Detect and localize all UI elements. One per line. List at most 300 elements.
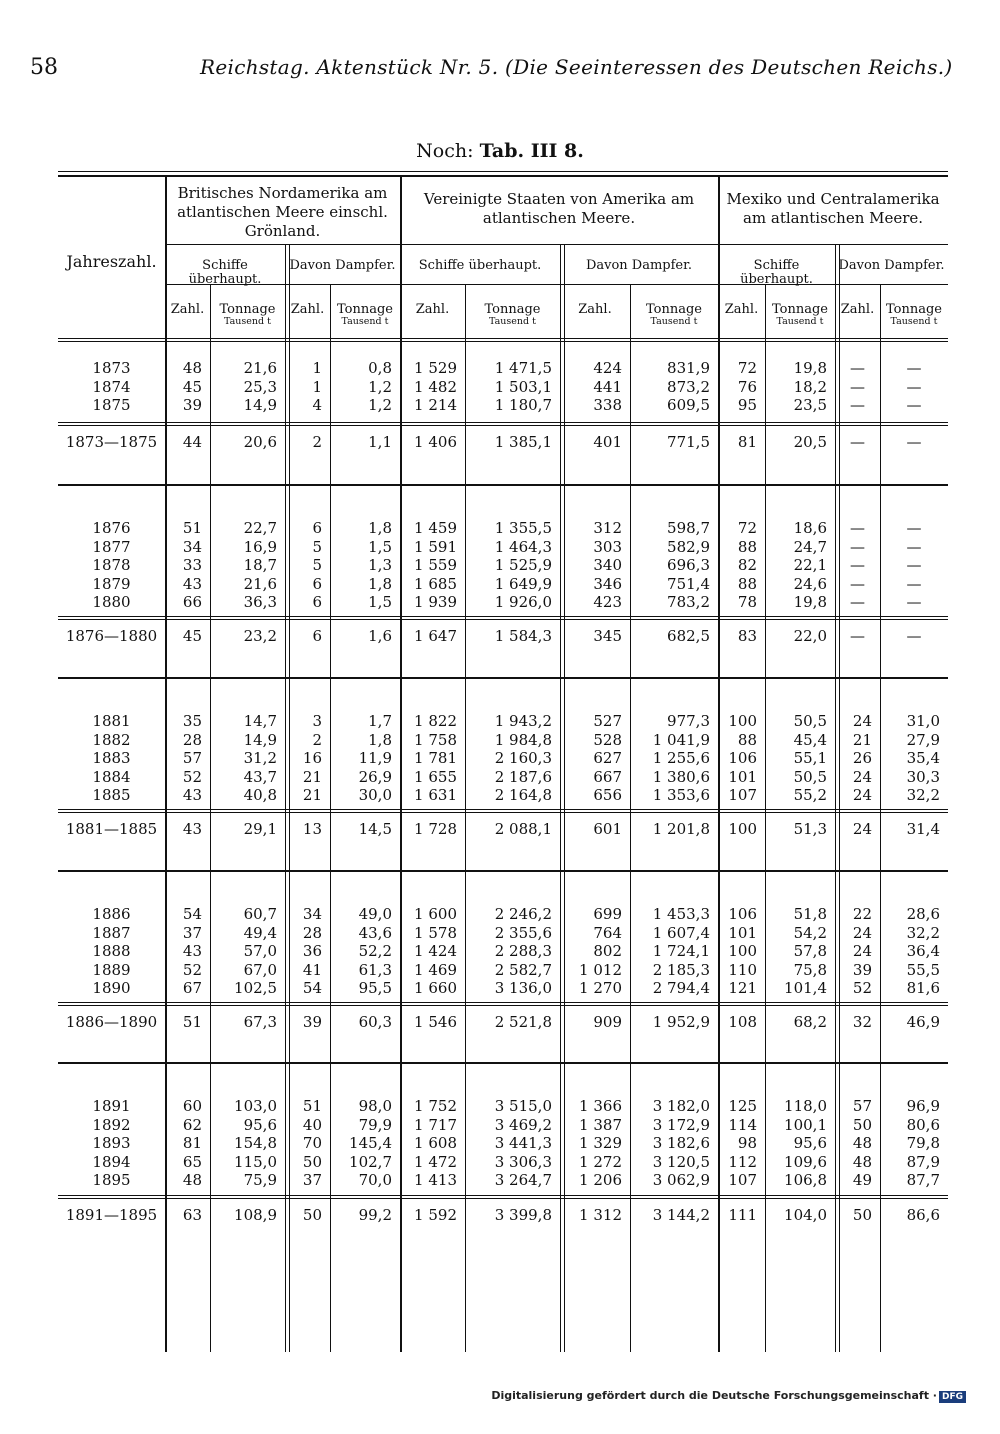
dfg-logo: DFG <box>939 1391 966 1403</box>
count-cell: 50 <box>302 1152 322 1171</box>
count-cell: 1 822 <box>414 712 457 730</box>
count-cell: 6 <box>312 593 322 611</box>
block-separator <box>58 484 948 486</box>
count-cell: 100 <box>728 942 757 960</box>
count-cell: 39 <box>302 1013 322 1031</box>
year-label: 1882 <box>92 730 131 749</box>
count-cell: 34 <box>182 537 202 556</box>
tonnage-cell: 67,3 <box>243 1013 277 1031</box>
count-cell: 51 <box>182 519 202 537</box>
block-separator <box>58 677 948 679</box>
count-cell: 3 <box>312 712 322 730</box>
count-cell: 57 <box>182 749 202 767</box>
count-cell: 5 <box>312 556 322 574</box>
count-cell: 1 482 <box>414 377 457 396</box>
count-cell: 51 <box>302 1097 322 1115</box>
tonnage-cell: 2 187,6 <box>494 767 552 786</box>
tonnage-cell: 1 649,9 <box>494 574 552 593</box>
block-separator <box>58 870 948 872</box>
count-cell: 1 012 <box>579 960 622 979</box>
count-cell: 76 <box>737 377 757 396</box>
count-cell: 527 <box>593 712 622 730</box>
summary-separator <box>58 1195 948 1196</box>
tonnage-cell: 95,5 <box>358 979 392 997</box>
group-header-1: Britisches Nordamerika am atlantischen Meere einschl. Grönland. <box>177 184 388 240</box>
tonnage-cell: 50,5 <box>793 712 827 730</box>
tonnage-cell: 115,0 <box>234 1152 277 1171</box>
tonnage-cell: 582,9 <box>667 537 710 556</box>
count-cell: 338 <box>593 396 622 414</box>
tonnage-header <box>330 303 400 327</box>
tonnage-cell: 783,2 <box>667 593 710 611</box>
year-label: 1887 <box>92 923 131 942</box>
count-cell: 24 <box>852 767 872 786</box>
count-cell: 1 591 <box>414 537 457 556</box>
count-cell: 1 459 <box>414 519 457 537</box>
tonnage-unit: Tausend t <box>341 316 389 327</box>
count-cell: 5 <box>312 537 322 556</box>
tonnage-cell: 96,9 <box>906 1097 940 1115</box>
tonnage-cell: — <box>906 359 922 377</box>
count-cell: 48 <box>852 1152 872 1171</box>
tonnage-cell: 75,9 <box>243 1171 277 1189</box>
tonnage-cell: 79,8 <box>906 1134 940 1152</box>
tonnage-cell: 1,8 <box>368 574 392 593</box>
count-cell: 108 <box>728 1013 757 1031</box>
tonnage-cell: 31,4 <box>906 820 940 838</box>
tonnage-cell: 1 255,6 <box>652 749 710 767</box>
tonnage-cell: 1,6 <box>368 627 392 645</box>
count-cell: 24 <box>852 923 872 942</box>
count-cell: 66 <box>182 593 202 611</box>
tonnage-cell: 14,9 <box>243 730 277 749</box>
count-cell: 424 <box>593 359 622 377</box>
count-cell: 627 <box>593 749 622 767</box>
tonnage-cell: 3 062,9 <box>652 1171 710 1189</box>
tonnage-cell: 23,5 <box>793 396 827 414</box>
year-label: 1892 <box>92 1115 131 1134</box>
tonnage-cell: 57,0 <box>243 942 277 960</box>
tonnage-cell: 1,5 <box>368 593 392 611</box>
tonnage-cell: 40,8 <box>243 786 277 804</box>
tonnage-cell: 68,2 <box>793 1013 827 1031</box>
tonnage-cell: 109,6 <box>784 1152 827 1171</box>
year-label: 1875 <box>92 396 131 414</box>
tonnage-cell: 16,9 <box>243 537 277 556</box>
tonnage-cell: 3 120,5 <box>652 1152 710 1171</box>
count-cell: 63 <box>182 1206 202 1224</box>
count-cell: 107 <box>728 1171 757 1189</box>
tonnage-cell: 101,4 <box>784 979 827 997</box>
tonnage-cell: 1 453,3 <box>652 905 710 923</box>
tonnage-label: Tonnage <box>646 302 702 317</box>
tonnage-cell: 2 794,4 <box>652 979 710 997</box>
tonnage-unit: Tausend t <box>224 316 271 327</box>
tonnage-cell: 25,3 <box>243 377 277 396</box>
count-cell: 67 <box>182 979 202 997</box>
tonnage-cell: 22,7 <box>243 519 277 537</box>
tonnage-cell: 18,7 <box>243 556 277 574</box>
year-column-header: Jahreszahl. <box>66 252 157 271</box>
year-label: 1891 <box>92 1097 131 1115</box>
count-cell: 82 <box>737 556 757 574</box>
count-cell: 1 758 <box>414 730 457 749</box>
tonnage-cell: 24,6 <box>793 574 827 593</box>
tonnage-cell: — <box>906 627 922 645</box>
count-cell: 98 <box>737 1134 757 1152</box>
year-label: 1873 <box>92 359 131 377</box>
tonnage-cell: 598,7 <box>667 519 710 537</box>
tonnage-cell: 49,0 <box>358 905 392 923</box>
count-cell: 125 <box>728 1097 757 1115</box>
count-cell: 57 <box>852 1097 872 1115</box>
count-cell: 1 214 <box>414 396 457 414</box>
tonnage-cell: 75,8 <box>793 960 827 979</box>
tonnage-cell: 3 306,3 <box>494 1152 552 1171</box>
tonnage-cell: 22,0 <box>793 627 827 645</box>
tonnage-cell: 873,2 <box>667 377 710 396</box>
count-cell: 48 <box>852 1134 872 1152</box>
count-cell: 43 <box>182 786 202 804</box>
year-label: 1881 <box>92 712 131 730</box>
page-header <box>30 55 960 89</box>
tonnage-cell: 2 160,3 <box>494 749 552 767</box>
tonnage-cell: 1 353,6 <box>652 786 710 804</box>
tonnage-cell: 104,0 <box>784 1206 827 1224</box>
count-cell: 1 631 <box>414 786 457 804</box>
count-cell: 48 <box>182 1171 202 1189</box>
tonnage-cell: 95,6 <box>243 1115 277 1134</box>
count-cell: 1 312 <box>579 1206 622 1224</box>
tonnage-cell: 19,8 <box>793 593 827 611</box>
count-header: Zahl. <box>290 302 325 317</box>
summary-separator <box>58 812 948 813</box>
tonnage-cell: — <box>906 433 922 451</box>
count-cell: 52 <box>182 960 202 979</box>
tonnage-cell: 102,5 <box>234 979 277 997</box>
count-cell: 39 <box>182 396 202 414</box>
tonnage-cell: 3 469,2 <box>494 1115 552 1134</box>
count-cell: 1 655 <box>414 767 457 786</box>
year-label: 1876 <box>92 519 131 537</box>
count-cell: 83 <box>737 627 757 645</box>
tonnage-cell: 1 525,9 <box>494 556 552 574</box>
count-cell: 2 <box>312 730 322 749</box>
tonnage-cell: 1,7 <box>368 712 392 730</box>
count-cell: 2 <box>312 433 322 451</box>
count-cell: 50 <box>852 1206 872 1224</box>
tonnage-cell: 87,7 <box>906 1171 940 1189</box>
tonnage-cell: 55,2 <box>793 786 827 804</box>
count-cell: 50 <box>852 1115 872 1134</box>
tonnage-cell: 154,8 <box>234 1134 277 1152</box>
tonnage-cell: 32,2 <box>906 923 940 942</box>
year-label: 1877 <box>92 537 131 556</box>
count-cell: 52 <box>852 979 872 997</box>
count-cell: 37 <box>182 923 202 942</box>
tonnage-cell: 0,8 <box>368 359 392 377</box>
tonnage-label: Tonnage <box>772 302 828 317</box>
count-cell: 24 <box>852 942 872 960</box>
count-cell: 1 781 <box>414 749 457 767</box>
count-cell: 1 424 <box>414 942 457 960</box>
count-cell: 107 <box>728 786 757 804</box>
count-cell: 699 <box>593 905 622 923</box>
tonnage-cell: 2 355,6 <box>494 923 552 942</box>
footer-credit <box>491 1389 966 1403</box>
count-cell: 764 <box>593 923 622 942</box>
tonnage-label: Tonnage <box>337 302 393 317</box>
count-cell: 1 413 <box>414 1171 457 1189</box>
count-cell: 88 <box>737 537 757 556</box>
tonnage-cell: 3 399,8 <box>494 1206 552 1224</box>
count-cell: 21 <box>852 730 872 749</box>
period-label: 1881—1885 <box>65 820 158 838</box>
summary-separator <box>58 1198 948 1199</box>
tonnage-cell: 2 582,7 <box>494 960 552 979</box>
summary-separator <box>58 809 948 810</box>
tonnage-cell: 27,9 <box>906 730 940 749</box>
tonnage-unit: Tausend t <box>776 316 824 327</box>
count-cell: 528 <box>593 730 622 749</box>
count-header: Zahl. <box>415 302 450 317</box>
count-cell: 65 <box>182 1152 202 1171</box>
count-cell: 1 647 <box>414 627 457 645</box>
steamers-header: Davon Dampfer. <box>585 258 693 273</box>
year-label: 1878 <box>92 556 131 574</box>
tonnage-cell: 696,3 <box>667 556 710 574</box>
tonnage-cell: 80,6 <box>906 1115 940 1134</box>
table-title-label: Tab. III 8. <box>479 140 584 162</box>
tonnage-cell: 81,6 <box>906 979 940 997</box>
year-label: 1883 <box>92 749 131 767</box>
count-cell: — <box>850 359 865 377</box>
count-cell: 1 559 <box>414 556 457 574</box>
tonnage-cell: 3 182,6 <box>652 1134 710 1152</box>
count-cell: 1 406 <box>414 433 457 451</box>
count-cell: 423 <box>593 593 622 611</box>
year-label: 1890 <box>92 979 131 997</box>
tonnage-header <box>765 303 835 327</box>
header-bottom-rule <box>58 341 948 342</box>
tonnage-cell: 1 584,3 <box>494 627 552 645</box>
summary-separator <box>58 619 948 620</box>
tonnage-cell: 79,9 <box>358 1115 392 1134</box>
tonnage-cell: 3 144,2 <box>652 1206 710 1224</box>
tonnage-cell: 831,9 <box>667 359 710 377</box>
count-cell: 110 <box>728 960 757 979</box>
summary-separator <box>58 422 948 423</box>
year-label: 1885 <box>92 786 131 804</box>
tonnage-cell: 86,6 <box>906 1206 940 1224</box>
tonnage-cell: 2 521,8 <box>494 1013 552 1031</box>
count-cell: 62 <box>182 1115 202 1134</box>
tonnage-cell: 1 464,3 <box>494 537 552 556</box>
tonnage-cell: 32,2 <box>906 786 940 804</box>
count-cell: 6 <box>312 627 322 645</box>
tonnage-cell: 3 441,3 <box>494 1134 552 1152</box>
tonnage-cell: — <box>906 377 922 396</box>
count-cell: 21 <box>302 767 322 786</box>
count-cell: 1 366 <box>579 1097 622 1115</box>
count-cell: 72 <box>737 519 757 537</box>
count-cell: — <box>850 519 865 537</box>
period-label: 1873—1875 <box>65 433 158 451</box>
tonnage-cell: 1,2 <box>368 377 392 396</box>
tonnage-cell: 1 471,5 <box>494 359 552 377</box>
tonnage-cell: 43,7 <box>243 767 277 786</box>
tonnage-cell: 1 385,1 <box>494 433 552 451</box>
count-cell: 81 <box>182 1134 202 1152</box>
count-cell: 43 <box>182 820 202 838</box>
tonnage-cell: — <box>906 556 922 574</box>
count-cell: 16 <box>302 749 322 767</box>
tonnage-cell: 50,5 <box>793 767 827 786</box>
tonnage-cell: 26,9 <box>358 767 392 786</box>
count-cell: 1 529 <box>414 359 457 377</box>
count-cell: 54 <box>302 979 322 997</box>
tonnage-cell: 977,3 <box>667 712 710 730</box>
count-cell: 41 <box>302 960 322 979</box>
year-label: 1884 <box>92 767 131 786</box>
count-cell: 36 <box>302 942 322 960</box>
count-cell: 43 <box>182 942 202 960</box>
tonnage-cell: 51,8 <box>793 905 827 923</box>
tonnage-cell: 2 246,2 <box>494 905 552 923</box>
count-cell: 88 <box>737 574 757 593</box>
header-rule <box>165 244 948 245</box>
count-cell: 441 <box>593 377 622 396</box>
count-cell: 1 600 <box>414 905 457 923</box>
count-cell: 70 <box>302 1134 322 1152</box>
count-cell: 1 <box>312 359 322 377</box>
summary-separator <box>58 1005 948 1006</box>
count-cell: 6 <box>312 574 322 593</box>
count-cell: 39 <box>852 960 872 979</box>
tonnage-cell: 1 943,2 <box>494 712 552 730</box>
count-cell: 312 <box>593 519 622 537</box>
count-cell: 1 752 <box>414 1097 457 1115</box>
ships-total-header: Schiffe überhaupt. <box>418 258 542 273</box>
tonnage-cell: 108,9 <box>234 1206 277 1224</box>
year-label: 1895 <box>92 1171 131 1189</box>
tonnage-cell: 20,6 <box>243 433 277 451</box>
count-cell: 49 <box>852 1171 872 1189</box>
group-header-2: Vereinigte Staaten von Amerika am atlantischen Meere. <box>423 190 695 227</box>
tonnage-cell: 55,5 <box>906 960 940 979</box>
tonnage-cell: 100,1 <box>784 1115 827 1134</box>
count-cell: 667 <box>593 767 622 786</box>
tonnage-cell: 31,0 <box>906 712 940 730</box>
count-cell: — <box>850 574 865 593</box>
tonnage-unit: Tausend t <box>650 316 698 327</box>
count-cell: 1 728 <box>414 820 457 838</box>
count-cell: — <box>850 627 865 645</box>
count-cell: 121 <box>728 979 757 997</box>
tonnage-cell: 70,0 <box>358 1171 392 1189</box>
tonnage-cell: 145,4 <box>349 1134 392 1152</box>
running-title: Reichstag. Aktenstück Nr. 5. (Die Seeinteressen des Deutschen Reichs.) <box>200 55 953 79</box>
count-cell: — <box>850 593 865 611</box>
steamers-header: Davon Dampfer. <box>289 258 396 273</box>
tonnage-unit: Tausend t <box>890 316 938 327</box>
tonnage-cell: 609,5 <box>667 396 710 414</box>
tonnage-cell: 29,1 <box>243 820 277 838</box>
tonnage-cell: 98,0 <box>358 1097 392 1115</box>
year-label: 1888 <box>92 942 131 960</box>
count-cell: 4 <box>312 396 322 414</box>
year-label: 1889 <box>92 960 131 979</box>
tonnage-cell: 36,4 <box>906 942 940 960</box>
count-cell: 54 <box>182 905 202 923</box>
count-header: Zahl. <box>840 302 875 317</box>
tonnage-cell: 3 264,7 <box>494 1171 552 1189</box>
count-cell: 106 <box>728 905 757 923</box>
count-cell: 909 <box>593 1013 622 1031</box>
tonnage-cell: 2 185,3 <box>652 960 710 979</box>
tonnage-cell: 22,1 <box>793 556 827 574</box>
count-cell: 88 <box>737 730 757 749</box>
tonnage-cell: 1 041,9 <box>652 730 710 749</box>
count-cell: 101 <box>728 767 757 786</box>
count-cell: 1 329 <box>579 1134 622 1152</box>
tonnage-cell: 18,2 <box>793 377 827 396</box>
summary-separator <box>58 616 948 617</box>
count-cell: 21 <box>302 786 322 804</box>
count-cell: 112 <box>728 1152 757 1171</box>
tonnage-cell: 2 088,1 <box>494 820 552 838</box>
tonnage-cell: 14,9 <box>243 396 277 414</box>
count-cell: 345 <box>593 627 622 645</box>
count-cell: 303 <box>593 537 622 556</box>
tonnage-cell: 21,6 <box>243 359 277 377</box>
year-label: 1874 <box>92 377 131 396</box>
summary-separator <box>58 1002 948 1003</box>
table-title-prefix: Noch: <box>416 140 474 162</box>
tonnage-cell: — <box>906 537 922 556</box>
tonnage-cell: 28,6 <box>906 905 940 923</box>
count-cell: 32 <box>852 1013 872 1031</box>
count-cell: 81 <box>737 433 757 451</box>
tonnage-header <box>210 303 285 327</box>
table-top-rule <box>58 171 948 172</box>
tonnage-cell: 2 288,3 <box>494 942 552 960</box>
tonnage-cell: 35,4 <box>906 749 940 767</box>
count-cell: 33 <box>182 556 202 574</box>
tonnage-cell: 1,3 <box>368 556 392 574</box>
tonnage-cell: 57,8 <box>793 942 827 960</box>
ships-total-header: Schiffe überhaupt. <box>188 258 262 287</box>
tonnage-cell: 3 172,9 <box>652 1115 710 1134</box>
tonnage-cell: 23,2 <box>243 627 277 645</box>
tonnage-cell: 24,7 <box>793 537 827 556</box>
count-cell: 114 <box>728 1115 757 1134</box>
tonnage-cell: — <box>906 574 922 593</box>
tonnage-cell: 18,6 <box>793 519 827 537</box>
period-label: 1876—1880 <box>65 627 158 645</box>
count-cell: 802 <box>593 942 622 960</box>
tonnage-cell: 19,8 <box>793 359 827 377</box>
count-cell: 101 <box>728 923 757 942</box>
summary-separator <box>58 425 948 426</box>
table-title <box>0 140 1000 162</box>
tonnage-cell: 1 503,1 <box>494 377 552 396</box>
tonnage-header <box>465 303 560 327</box>
footer-text: Digitalisierung gefördert durch die Deutsche Forschungsgemeinschaft · <box>491 1389 937 1402</box>
count-cell: — <box>850 433 865 451</box>
tonnage-cell: 118,0 <box>784 1097 827 1115</box>
ships-total-header: Schiffe überhaupt. <box>740 258 813 287</box>
